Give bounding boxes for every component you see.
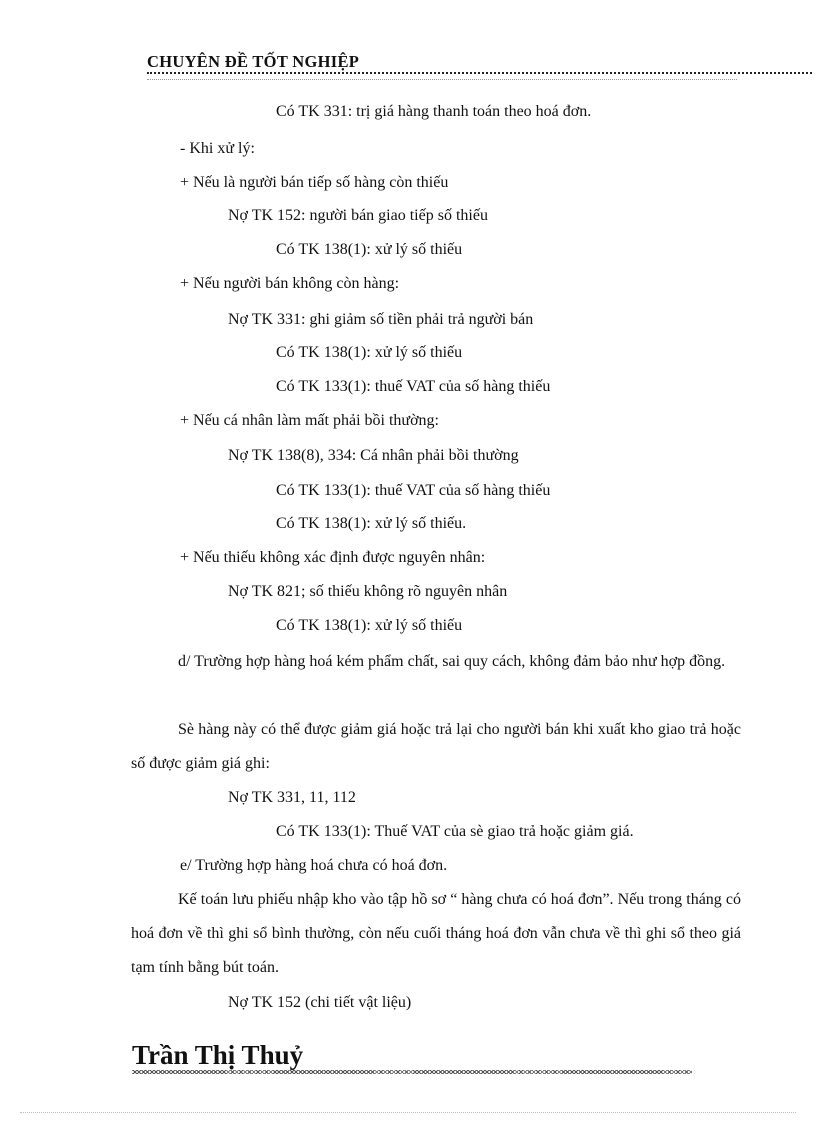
text-line: Có TK 133(1): thuế VAT của số hàng thiếu [276,378,551,395]
text-line: Nợ TK 138(8), 334: Cá nhân phải bồi thường [228,447,519,464]
text-line: - Khi xử lý: [180,140,255,157]
document-header-title: CHUYÊN ĐỀ TỐT NGHIỆP [147,52,360,71]
text-line: Nợ TK 331, 11, 112 [228,789,356,806]
text-line: Nợ TK 152: người bán giao tiếp số thiếu [228,207,488,224]
paragraph: Sè hàng này có thể được giảm giá hoặc trả lại cho người bán khi xuất kho giao trả hoặc số được giảm giá ghi: [131,721,741,772]
text-line: Nợ TK 331: ghi giảm số tiền phải trả người bán [228,311,534,328]
text-line: Có TK 138(1): xử lý số thiếu [276,617,463,634]
paragraph: Kế toán lưu phiếu nhập kho vào tập hồ sơ “ hàng chưa có hoá đơn”. Nếu trong tháng có hoá đơn về thì ghi sổ bình thường, còn nếu cuối tháng hoá đơn vẫn chưa về thì ghi sổ theo giá tạm tính bằng bút toán. [131,891,741,976]
footer-wavy-rule [132,1070,692,1074]
footer-author-name: Trần Thị Thuỷ [132,1040,304,1070]
text-line: Nợ TK 152 (chi tiết vật liệu) [228,994,412,1011]
text-line: + Nếu cá nhân làm mất phải bồi thường: [180,412,439,429]
text-line: Có TK 331: trị giá hàng thanh toán theo hoá đơn. [276,103,592,120]
header-dotted-rule [147,72,812,74]
text-line: Có TK 138(1): xử lý số thiếu. [276,515,467,532]
text-line: Nợ TK 821; số thiếu không rõ nguyên nhân [228,583,508,600]
text-line: Có TK 133(1): thuế VAT của số hàng thiếu [276,482,551,499]
text-line: Có TK 138(1): xử lý số thiếu [276,241,463,258]
header-dotted-rule-secondary [147,79,737,80]
text-line: + Nếu thiếu không xác định được nguyên nhân: [180,549,486,566]
paragraph: d/ Trường hợp hàng hoá kém phẩm chất, sai quy cách, không đảm bảo như hợp đồng. [178,653,726,670]
text-line: + Nếu người bán không còn hàng: [180,275,400,292]
text-line: Có TK 133(1): Thuế VAT của sè giao trả hoặc giảm giá. [276,823,634,840]
page-bottom-dotted-rule [20,1112,796,1113]
text-line: + Nếu là người bán tiếp số hàng còn thiếu [180,174,449,191]
text-line: e/ Trường hợp hàng hoá chưa có hoá đơn. [180,857,448,874]
text-line: Có TK 138(1): xử lý số thiếu [276,344,463,361]
